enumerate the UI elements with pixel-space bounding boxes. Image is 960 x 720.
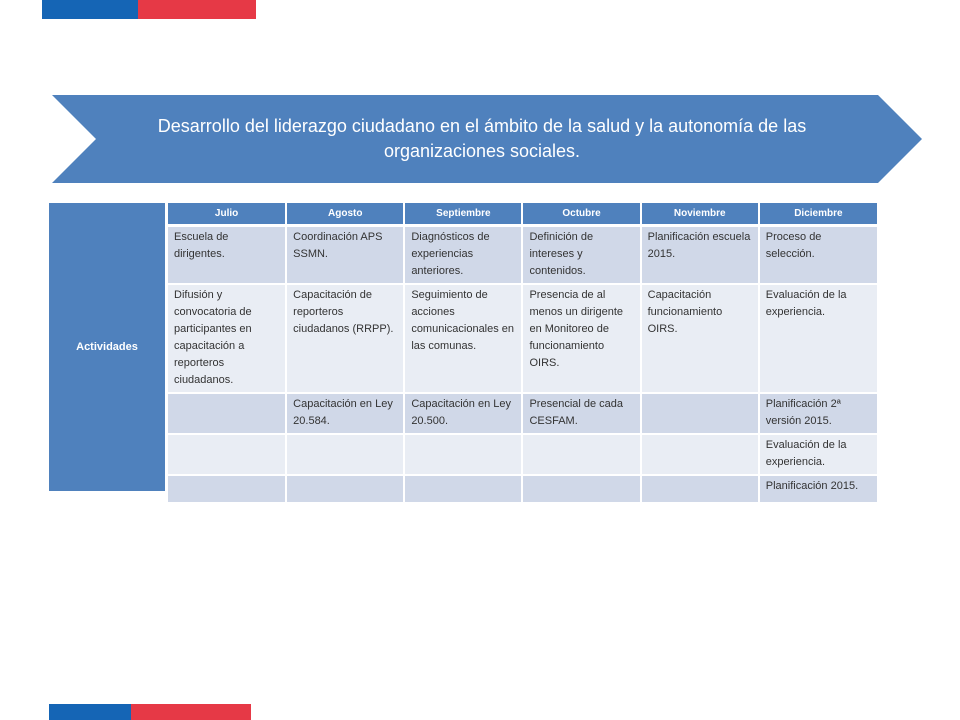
- table-cell: Planificación escuela 2015.: [641, 226, 759, 285]
- table-cell: Escuela de dirigentes.: [168, 226, 286, 285]
- table-cell: Coordinación APS SSMN.: [286, 226, 404, 285]
- table-cell: Evaluación de la experiencia.: [759, 434, 877, 475]
- table-cell: Capacitación en Ley 20.500.: [404, 393, 522, 434]
- table-cell: Presencial de cada CESFAM.: [522, 393, 640, 434]
- brand-stripe-red-bottom: [131, 704, 251, 720]
- table-cell: Capacitación de reporteros ciudadanos (RRPP).: [286, 284, 404, 393]
- table-cell: Capacitación en Ley 20.584.: [286, 393, 404, 434]
- activities-label: Actividades: [49, 203, 165, 491]
- brand-stripe-red-top: [138, 0, 256, 19]
- table-cell: [641, 393, 759, 434]
- table-cell: Diagnósticos de experiencias anteriores.: [404, 226, 522, 285]
- table-cell: [286, 475, 404, 503]
- brand-stripe-blue-bottom: [49, 704, 131, 720]
- month-header-octubre: Octubre: [522, 203, 640, 226]
- table-cell: Presencia de al menos un dirigente en Monitoreo de funcionamiento OIRS.: [522, 284, 640, 393]
- table-cell: Planificación 2015.: [759, 475, 877, 503]
- table-cell: [522, 475, 640, 503]
- table-cell: [404, 475, 522, 503]
- table-cell: [641, 434, 759, 475]
- table-cell: Evaluación de la experiencia.: [759, 284, 877, 393]
- month-header-septiembre: Septiembre: [404, 203, 522, 226]
- table-cell: Seguimiento de acciones comunicacionales en las comunas.: [404, 284, 522, 393]
- table-cell: [168, 393, 286, 434]
- table-row: [168, 284, 877, 393]
- table-cell: [168, 434, 286, 475]
- table-cell: Proceso de selección.: [759, 226, 877, 285]
- table-cell: [286, 434, 404, 475]
- table-cell: Planificación 2ª versión 2015.: [759, 393, 877, 434]
- brand-stripe-blue-top: [42, 0, 138, 19]
- month-header-agosto: Agosto: [286, 203, 404, 226]
- table-cell: Definición de intereses y contenidos.: [522, 226, 640, 285]
- table-cell: [168, 475, 286, 503]
- table-cell: [404, 434, 522, 475]
- title-banner: [52, 95, 922, 183]
- table-row: [168, 393, 877, 434]
- table-row: [168, 475, 877, 503]
- table-cell: [522, 434, 640, 475]
- month-header-diciembre: Diciembre: [759, 203, 877, 226]
- schedule-table: [168, 203, 877, 504]
- month-header-julio: Julio: [168, 203, 286, 226]
- table-row: [168, 226, 877, 285]
- banner-title: Desarrollo del liderazgo ciudadano en el ámbito de la salud y la autonomía de las organizaciones sociales.: [157, 116, 807, 161]
- table-cell: [641, 475, 759, 503]
- table-row: [168, 434, 877, 475]
- month-header-noviembre: Noviembre: [641, 203, 759, 226]
- table-cell: Capacitación funcionamiento OIRS.: [641, 284, 759, 393]
- month-header-row: [168, 203, 877, 226]
- table-cell: Difusión y convocatoria de participantes en capacitación a reporteros ciudadanos.: [168, 284, 286, 393]
